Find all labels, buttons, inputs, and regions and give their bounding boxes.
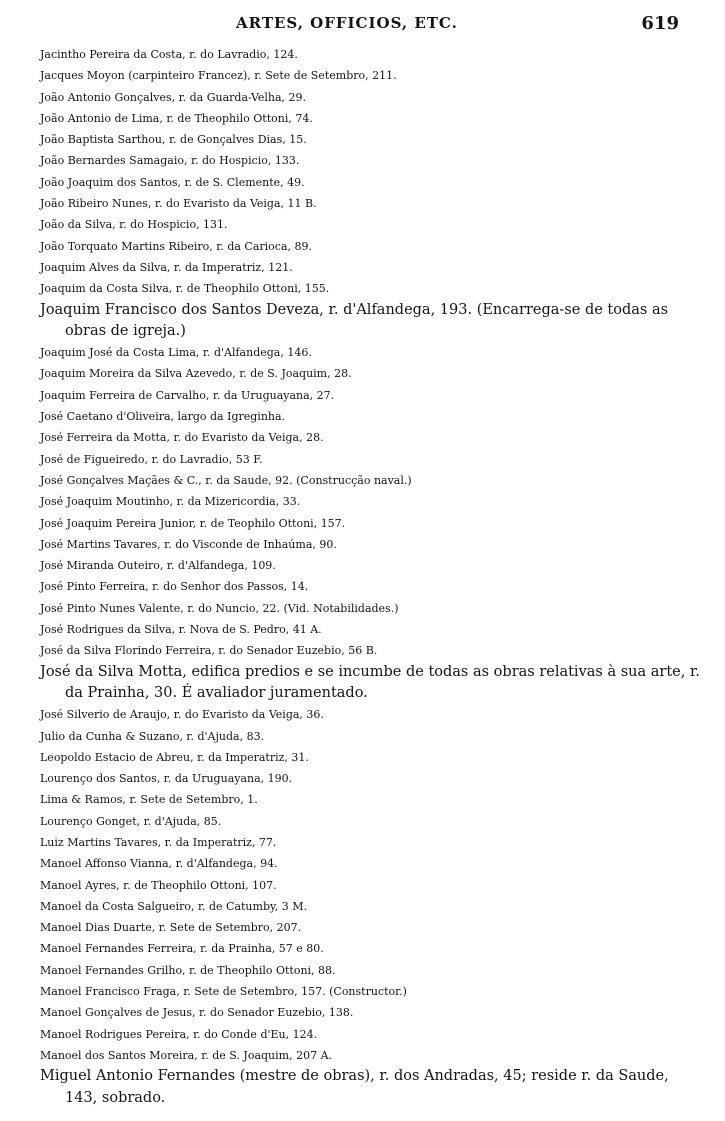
directory-entry: Manoel Fernandes Grilho, r. de Theophilo Ottoni, 88.	[40, 963, 336, 977]
directory-entry: Jacintho Pereira da Costa, r. do Lavradio, 124.	[40, 48, 298, 61]
directory-entry: Manoel da Costa Salgueiro, r. de Catumby, 3 M.	[40, 899, 307, 913]
directory-entry: Manoel Fernandes Ferreira, r. da Prainha, 57 e 80.	[40, 942, 324, 956]
directory-entry: José Silverio de Araujo, r. do Evaristo da Veiga, 36.	[40, 708, 324, 722]
directory-entry: Joaquim Alves da Silva, r. da Imperatriz, 121.	[40, 260, 293, 274]
directory-entry: João Ribeiro Nunes, r. do Evaristo da Veiga, 11 B.	[40, 197, 317, 211]
directory-entry: José de Figueiredo, r. do Lavradio, 53 F.	[40, 452, 263, 466]
directory-entry: Julio da Cunha & Suzano, r. d'Ajuda, 83.	[40, 729, 265, 743]
directory-entry: Lourenço Gonget, r. d'Ajuda, 85.	[40, 814, 222, 828]
directory-entry: José Pinto Ferreira, r. do Senhor dos Passos, 14.	[40, 580, 309, 594]
directory-entry: Joaquim da Costa Silva, r. de Theophilo Ottoni, 155.	[40, 282, 330, 296]
directory-entry: Manoel Rodrigues Pereira, r. do Conde d'Eu, 124.	[40, 1027, 318, 1041]
directory-entry: João Joaquim dos Santos, r. de S. Clemente, 49.	[40, 175, 305, 189]
directory-entry: José Joaquim Pereira Junior, r. de Teophilo Ottoni, 157.	[40, 516, 346, 530]
directory-entry: Miguel Antonio Fernandes (mestre de obras), r. dos Andradas, 45; reside r. da Saude, 143, sobrado.	[40, 1068, 669, 1106]
directory-entry: João Bernardes Samagaio, r. do Hospicio, 133.	[40, 154, 300, 168]
directory-entry: Joaquim Ferreira de Carvalho, r. da Uruguayana, 27.	[40, 388, 335, 402]
directory-entry: João Antonio Gonçalves, r. da Guarda-Velha, 29.	[40, 90, 307, 104]
directory-entry: João Antonio de Lima, r. de Theophilo Ottoni, 74.	[40, 111, 313, 125]
directory-entry: José da Silva Florindo Ferreira, r. do Senador Euzebio, 56 B.	[40, 644, 378, 658]
directory-entry: Jacques Moyon (carpinteiro Francez), r. Sete de Setembro, 211.	[40, 69, 397, 83]
directory-entry-list	[40, 44, 705, 1109]
directory-entry: João Baptista Sarthou, r. de Gonçalves Dias, 15.	[40, 133, 307, 147]
directory-entry: José Ferreira da Motta, r. do Evaristo da Veiga, 28.	[40, 431, 324, 445]
directory-entry: Manoel dos Santos Moreira, r. de S. Joaquim, 207 A.	[40, 1048, 333, 1062]
directory-entry: Joaquim Francisco dos Santos Deveza, r. d'Alfandega, 193. (Encarrega-se de todas as obras de igreja.)	[40, 301, 669, 339]
directory-entry: José Gonçalves Maçães & C., r. da Saude, 92. (Construcção naval.)	[40, 473, 412, 487]
directory-entry: Lima & Ramos, r. Sete de Setembro, 1.	[40, 793, 258, 807]
page-number: 619	[641, 13, 679, 34]
directory-entry: Luiz Martins Tavares, r. da Imperatriz, 77.	[40, 835, 277, 849]
directory-entry: Manoel Francisco Fraga, r. Sete de Setembro, 157. (Constructor.)	[40, 985, 407, 999]
directory-entry: Manoel Affonso Vianna, r. d'Alfandega, 94.	[40, 857, 278, 871]
directory-entry: João da Silva, r. do Hospicio, 131.	[40, 218, 228, 232]
directory-entry: José Caetano d'Oliveira, largo da Igreginha.	[40, 410, 286, 424]
directory-entry: Lourenço dos Santos, r. da Uruguayana, 190.	[40, 772, 293, 786]
directory-entry: Manoel Dias Duarte, r. Sete de Setembro, 207.	[40, 921, 302, 935]
directory-entry: José Martins Tavares, r. do Visconde de Inhaúma, 90.	[40, 537, 337, 551]
directory-entry: Joaquim José da Costa Lima, r. d'Alfandega, 146.	[40, 346, 312, 360]
directory-entry: José Miranda Outeiro, r. d'Alfandega, 109.	[40, 559, 276, 573]
directory-entry: Manoel Ayres, r. de Theophilo Ottoni, 107.	[40, 878, 277, 892]
directory-entry: José Joaquim Moutinho, r. da Mizericordia, 33.	[40, 495, 301, 509]
directory-entry: José Rodrigues da Silva, r. Nova de S. Pedro, 41 A.	[40, 623, 322, 637]
running-head: ARTES, OFFICIOS, ETC.	[236, 14, 458, 32]
directory-entry: José Pinto Nunes Valente, r. do Nuncio, 22. (Vid. Notabilidades.)	[40, 601, 399, 615]
directory-entry: Manoel Gonçalves de Jesus, r. do Senador Euzebio, 138.	[40, 1006, 354, 1020]
directory-entry: João Torquato Martins Ribeiro, r. da Carioca, 89.	[40, 239, 313, 253]
directory-entry: Joaquim Moreira da Silva Azevedo, r. de S. Joaquim, 28.	[40, 367, 352, 381]
directory-entry: Leopoldo Estacio de Abreu, r. da Imperatriz, 31.	[40, 750, 309, 764]
directory-entry: José da Silva Motta, edifica predios e se incumbe de todas as obras relativas à sua arte, r. da Prainha, 30. É avaliador juramentado.	[40, 663, 700, 701]
